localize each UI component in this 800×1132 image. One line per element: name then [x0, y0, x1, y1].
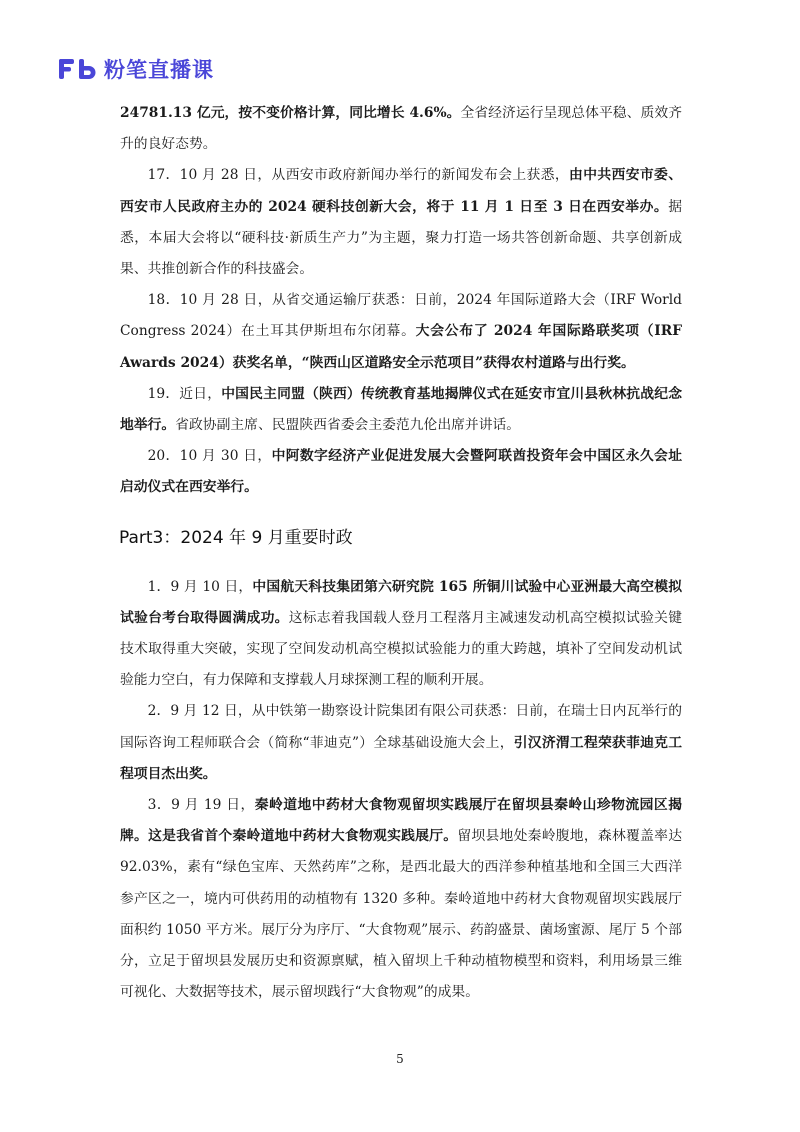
bold-text: 中国航天科技集团第六研究院 165 所铜川试验中心亚洲最大高空模拟试验台考台取得圆满成功。 — [120, 578, 682, 626]
bold-text: 秦岭道地中药材大食物观留坝实践展厅在留坝县秦岭山珍物流园区揭牌。这是我省首个秦岭道地中药材大食物观实践展厅。 — [120, 797, 682, 845]
paragraph — [120, 285, 682, 379]
paragraph — [120, 160, 682, 285]
text-segment: 1．9 月 10 日， — [147, 578, 253, 595]
paragraph — [120, 441, 682, 503]
paragraph — [120, 572, 682, 697]
text-segment: 19．近日， — [147, 385, 222, 402]
text-segment: 17．10 月 28 日，从西安市政府新闻办举行的新闻发布会上获悉， — [147, 167, 570, 184]
paragraph — [120, 98, 682, 160]
document-body — [120, 98, 682, 1008]
bold-text: 由中共西安市委、西安市人民政府主办的 2024 硬科技创新大会，将于 11 月 1 日至 3 日在西安举办。 — [120, 167, 683, 215]
paragraph — [120, 696, 682, 790]
bold-text: 中国民主同盟（陕西）传统教育基地揭牌仪式在延安市宜川县秋林抗战纪念地举行。 — [120, 385, 682, 434]
text-segment: 这标志着我国载人登月工程落月主减速发动机高空模拟试验关键技术取得重大突破，实现了空间发动机高空模拟试验能力的重大跨越，填补了空间发动机试验能力空白，有力保障和支撑载人月球探测工程的顺利开展。 — [120, 609, 683, 689]
text-segment: 全省经济运行呈现总体平稳、质效齐升的良好态势。 — [120, 105, 682, 153]
bold-text: 大会公布了 2024 年国际路联奖项（IRF Awards 2024）获奖名单，“陕西山区道路安全示范项目”获得农村道路与出行奖。 — [120, 323, 682, 371]
paragraph — [120, 790, 682, 1008]
page-header — [58, 55, 214, 83]
bold-text: 引汉济渭工程荣获菲迪克工程项目杰出奖。 — [120, 734, 683, 782]
news-list-october — [120, 98, 682, 504]
bold-text: 中阿数字经济产业促进发展大会暨阿联酋投资年会中国区永久会址启动仪式在西安举行。 — [120, 448, 683, 496]
text-segment: 留坝县地处秦岭腹地，森林覆盖率达 92.03%，素有“绿色宝库、天然药库”之称，是西北最大的西洋参种植基地和全国三大西洋参产区之一，境内可供药用的动植物有 1320 多种。秦岭道地中药材大食物观留坝实践展厅面积约 1050 平方米。展厅分为序厅、“大食物观”展示、药韵盛景、菌场蜜源、尾厅 5 个部分，立足于留坝县发展历史和资源禀赋，植入留坝上千种动植物模型和资料，利用场景三维可视化、大数据等技术，展示留坝践行“大食物观”的成果。 — [120, 828, 683, 1001]
news-list-september — [120, 572, 682, 1009]
text-segment: 3．9 月 19 日， — [147, 797, 255, 814]
section-heading: Part3：2024 年 9 月重要时政 — [119, 527, 353, 548]
page-number: 5 — [396, 1052, 404, 1066]
paragraph — [120, 379, 682, 441]
bold-text: 24781.13 亿元，按不变价格计算，同比增长 4.6%。 — [120, 105, 461, 121]
text-segment: 20．10 月 30 日， — [147, 448, 272, 465]
text-segment: 省政协副主席、民盟陕西省委会主委范九伦出席并讲话。 — [175, 417, 521, 434]
text-segment: 18．10 月 28 日，从省交通运输厅获悉：日前，2024 年国际道路大会（IRF World Congress 2024）在土耳其伊斯坦布尔闭幕。 — [120, 292, 682, 340]
text-segment: 2．9 月 12 日，从中铁第一勘察设计院集团有限公司获悉：日前，在瑞士日内瓦举行的国际咨询工程师联合会（简称“菲迪克”）全球基础设施大会上， — [120, 703, 682, 751]
fenbi-logo-icon — [58, 57, 98, 81]
text-segment: 据悉，本届大会将以“硬科技·新质生产力”为主题，聚力打造一场共答创新命题、共享创新成果、共推创新合作的科技盛会。 — [120, 198, 682, 278]
brand-title: 粉笔直播课 — [104, 58, 214, 82]
